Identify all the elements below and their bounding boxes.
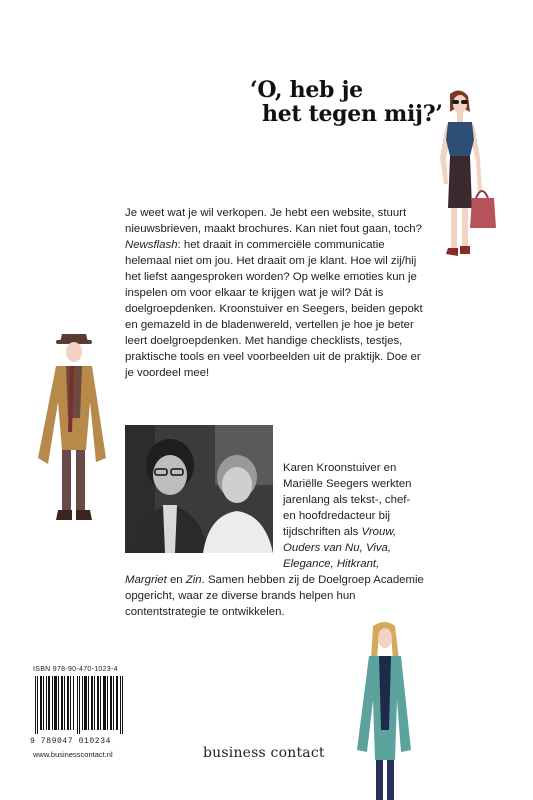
authors-bio-top: [283, 460, 423, 572]
woman-in-teal-coat-illustration: [345, 620, 425, 800]
bio-magazines-1: Vrouw, Ouders van Nu, Viva, Elegance, Hitkrant,: [283, 526, 397, 570]
bio-and: en: [166, 574, 186, 586]
authors-photo-image: [125, 425, 273, 553]
headline-line-2: het tegen mij?’: [262, 101, 443, 127]
barcode-image: [33, 676, 128, 734]
newsflash-term: Newsflash: [125, 239, 178, 251]
headline-line-1: ‘O, heb je: [250, 77, 363, 103]
back-cover-description: [125, 205, 425, 381]
authors-bio-bottom: [125, 572, 425, 620]
bio-magazine-margriet: Margriet: [125, 574, 167, 586]
authors-photo: [125, 425, 273, 553]
description-part-1: Je weet wat je wil verkopen. Je hebt een website, stuurt nieuwsbrieven, maakt brochures. Kan niet fout gaan, toch?: [125, 207, 422, 235]
woman-with-bag-illustration: [420, 88, 500, 298]
publisher-website: www.businesscontact.nl: [33, 750, 113, 759]
bio-magazine-zin: Zin: [185, 574, 202, 586]
man-in-coat-illustration: [36, 322, 116, 542]
bio-intro: Karen Kroonstuiver en Mariëlle Seegers werkten jarenlang als tekst-, chef- en hoofdredacteur bij tijdschriften als: [283, 462, 412, 538]
isbn-digits: 9 789047 010234: [30, 737, 112, 746]
publisher-name: business contact: [203, 745, 325, 761]
description-part-2: : het draait in commerciële communicatie helemaal niet om jou. Het draait om je klant. Hoe wil zij/hij het liefst aangesproken worden? Op welke emoties kun je inspelen om voor elkaar te krijgen wat je wil? Dát is doelgroepdenken. Kroonstuiver en Seegers, beiden gepokt en gemazeld in de bladenwereld, vertellen je hoe je beter leert doelgroepdenken. Met handige checklists, testjes, praktische tools en veel voorbeelden uit de praktijk. Doe er je voordeel mee!: [125, 239, 423, 379]
isbn-label: ISBN 978-90-470-1023-4: [33, 666, 118, 673]
bio-rest: . Samen hebben zij de Doelgroep Academie opgericht, waar ze diverse brands helpen hun contentstrategie te ontwikkelen.: [125, 574, 424, 618]
